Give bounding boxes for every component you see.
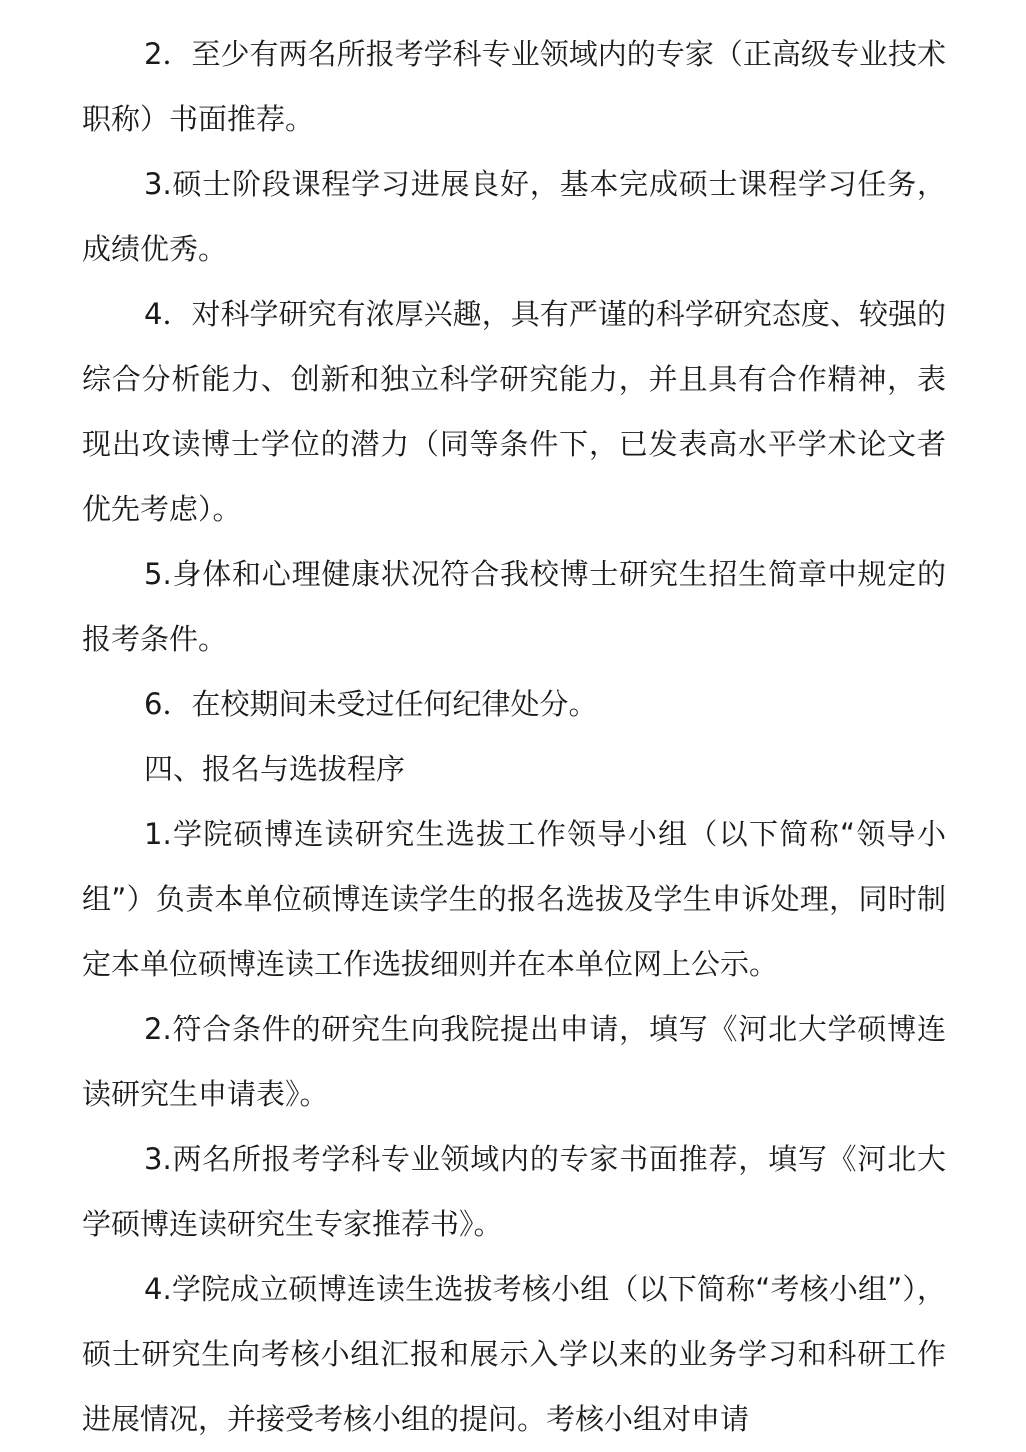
procedure-4-paragraph: 4.学院成立硕博连读生选拔考核小组（以下简称“考核小组”），硕士研究生向考核小组汇报和展示入学以来的业务学习和科研工作进展情况，并接受考核小组的提问。考核小组对申请 — [82, 1272, 946, 1436]
section-heading: 四、报名与选拔程序 — [144, 752, 406, 786]
requirement-2-paragraph: 2．至少有两名所报考学科专业领域内的专家（正高级专业技术职称）书面推荐。 — [82, 37, 946, 136]
procedure-1-paragraph: 1.学院硕博连读研究生选拔工作领导小组（以下简称“领导小组”）负责本单位硕博连读学生的报名选拔及学生申诉处理，同时制定本单位硕博连读工作选拔细则并在本单位网上公示。 — [82, 817, 946, 981]
requirement-5-paragraph: 5.身体和心理健康状况符合我校博士研究生招生简章中规定的报考条件。 — [82, 557, 946, 656]
requirement-6-paragraph: 6．在校期间未受过任何纪律处分。 — [144, 687, 598, 721]
procedure-2-paragraph: 2.符合条件的研究生向我院提出申请，填写《河北大学硕博连读研究生申请表》。 — [82, 1012, 946, 1111]
requirement-3-paragraph: 3.硕士阶段课程学习进展良好，基本完成硕士课程学习任务，成绩优秀。 — [82, 167, 946, 266]
requirement-4-paragraph: 4．对科学研究有浓厚兴趣，具有严谨的科学研究态度、较强的综合分析能力、创新和独立科学研究能力，并且具有合作精神，表现出攻读博士学位的潜力（同等条件下，已发表高水平学术论文者优先考虑）。 — [82, 297, 946, 526]
procedure-3-paragraph: 3.两名所报考学科专业领域内的专家书面推荐，填写《河北大学硕博连读研究生专家推荐书》。 — [82, 1142, 946, 1241]
